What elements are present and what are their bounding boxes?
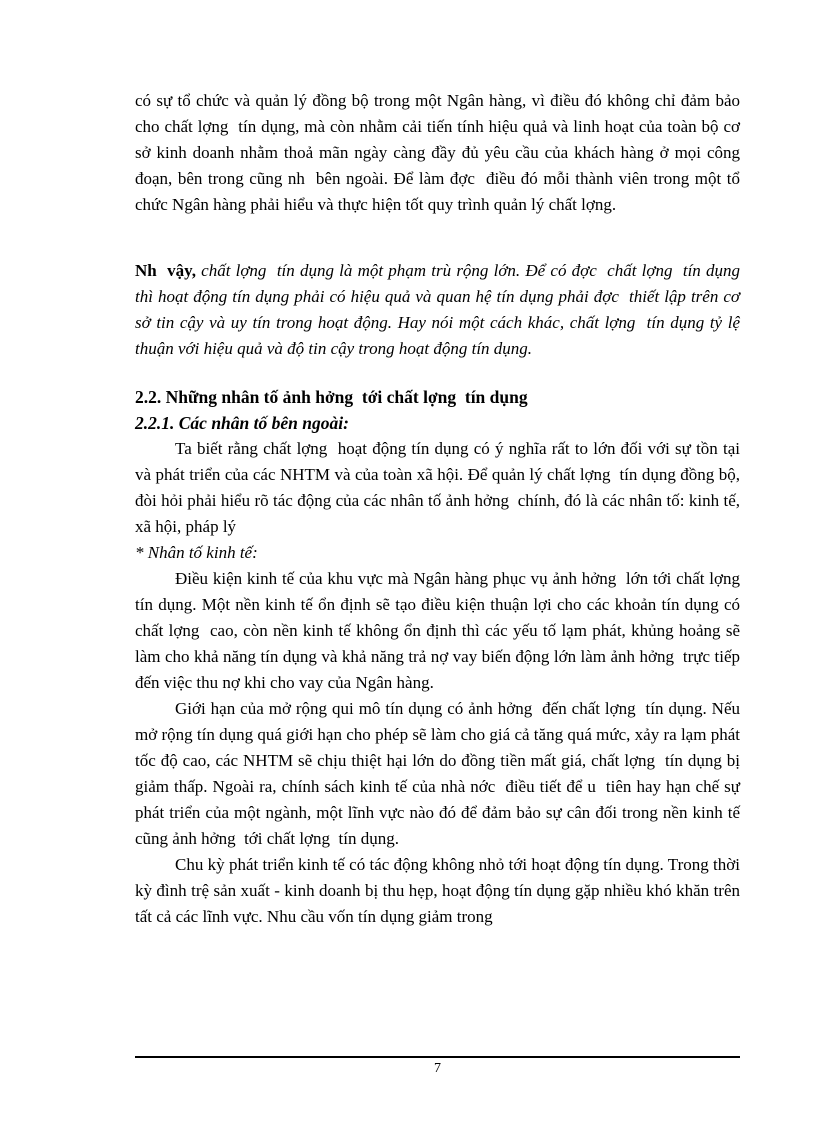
conclusion-lead-text: Nh vậy, [135, 261, 202, 280]
page-content [135, 88, 749, 930]
paragraph-credit-expansion-limits: Giới hạn của mở rộng qui mô tín dụng có ảnh hởng đến chất lợng tín dụng. Nếu mở rộng tín dụng quá giới hạn cho phép sẽ làm cho giá cả tăng quá mức, xảy ra lạm phát tốc độ cao, các NHTM sẽ chịu thiệt hại lớn do đồng tiền mất giá, chất lợng tín dụng bị giảm thấp. Ngoài ra, chính sách kinh tế của nhà nớc điều tiết để u tiên hay hạn chế sự phát triển của một ngành, một lĩnh vực nào đó để đảm bảo sự cân đối trong nền kinh tế cũng ảnh hởng tới chất lợng tín dụng. [135, 699, 745, 848]
paragraph-external-factors-intro: Ta biết rằng chất lợng hoạt động tín dụng có ý nghĩa rất to lớn đối với sự tồn tại và phát triển của các NHTM và của toàn xã hội. Để quản lý chất lợng tín dụng đồng bộ, đòi hỏi phải hiểu rõ tác động của các nhân tố ảnh hởng chính, đó là các nhân tố: kinh tế, xã hội, pháp lý [135, 439, 745, 536]
economic-factor-label: * Nhân tố kinh tế: [135, 543, 258, 562]
paragraph-intro: có sự tổ chức và quản lý đồng bộ trong một Ngân hàng, vì điều đó không chỉ đảm bảo cho chất lợng tín dụng, mà còn nhằm cải tiến tính hiệu quả và linh hoạt của toàn bộ cơ sở kinh doanh nhằm thoả mãn ngày càng đầy đủ yêu cầu của khách hàng ở mọi công đoạn, bên trong cũng nh bên ngoài. Để làm đợc điều đó mỗi thành viên trong một tổ chức Ngân hàng phải hiểu và thực hiện tốt quy trình quản lý chất lợng. [135, 91, 745, 214]
paragraph-economic-conditions: Điều kiện kinh tế của khu vực mà Ngân hàng phục vụ ảnh hởng lớn tới chất lợng tín dụng. Một nền kinh tế ổn định sẽ tạo điều kiện thuận lợi cho các khoản tín dụng có chất lợng cao, còn nền kinh tế không ổn định thì các yếu tố lạm phát, khủng hoảng sẽ làm cho khả năng tín dụng và khả năng trả nợ vay biến động lớn làm ảnh hởng trực tiếp đến việc thu nợ khi cho vay của Ngân hàng. [135, 569, 749, 692]
section-heading-2-2: 2.2. Những nhân tố ảnh hởng tới chất lợng tín dụng [135, 387, 528, 407]
page-number: 7 [434, 1061, 441, 1076]
page-footer [135, 1056, 740, 1079]
paragraph-economic-cycle: Chu kỳ phát triển kinh tế có tác động không nhỏ tới hoạt động tín dụng. Trong thời kỳ đình trệ sản xuất - kinh doanh bị thu hẹp, hoạt động tín dụng gặp nhiều khó khăn trên tất cả các lĩnh vực. Nhu cầu vốn tín dụng giảm trong [135, 855, 745, 926]
subsection-heading-2-2-1: 2.2.1. Các nhân tố bên ngoài: [135, 413, 349, 433]
conclusion-italic-text: chất lợng tín dụng là một phạm trù rộng lớn. Để có đợc chất lợng tín dụng thì hoạt động tín dụng phải có hiệu quả và quan hệ tín dụng phải đợc thiết lập trên cơ sở tin cậy và uy tín trong hoạt động. Hay nói một cách khác, chất lợng tín dụng tỷ lệ thuận với hiệu quả và độ tin cậy trong hoạt động tín dụng. [135, 261, 745, 358]
paragraph-conclusion [135, 258, 745, 362]
